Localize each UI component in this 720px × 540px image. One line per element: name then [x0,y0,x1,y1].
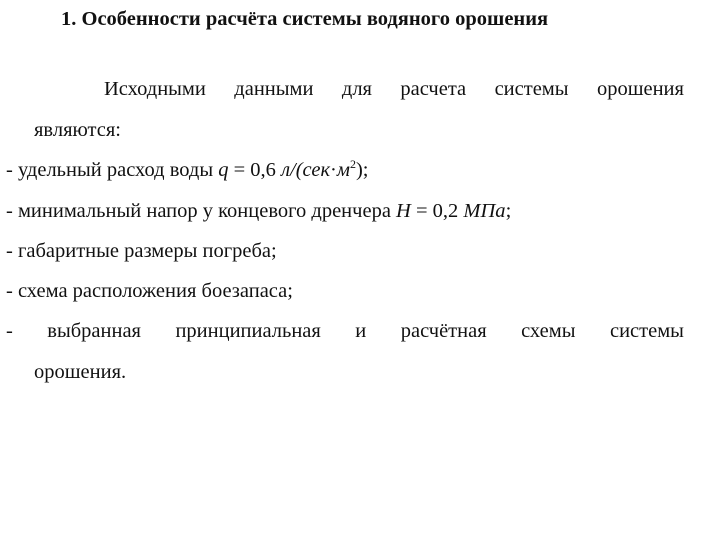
page-title: 1. Особенности расчёта системы водяного орошения [61,8,549,30]
item-text: - удельный расход воды [6,159,219,181]
item-text: = 0,6 [228,159,282,181]
list-item-pressure [6,200,511,223]
intro-word: расчета [400,78,467,100]
item-word: - [6,320,13,342]
list-item-schemes-continuation: орошения. [34,361,127,383]
intro-line-1 [104,78,684,101]
item-word: выбранная [47,320,141,342]
intro-word: Исходными [104,78,206,100]
unit-text: л/(сек [281,159,331,181]
item-word: расчётная [400,320,487,342]
item-text: ; [505,200,512,222]
intro-word: орошения [596,78,684,100]
item-word: схемы [521,320,576,342]
item-word: и [355,320,367,342]
intro-word: для [341,78,372,100]
list-item-schemes [6,320,684,343]
item-word: принципиальная [175,320,321,342]
item-text: - минимальный напор у концевого дренчера [6,200,397,222]
intro-line-2: являются: [34,119,121,141]
symbol-h: H [396,200,411,222]
list-item-cellar: - габаритные размеры погреба; [6,240,277,262]
item-text: ); [355,159,369,181]
unit-dot: · [330,159,337,181]
unit-exponent: 2 [349,157,356,171]
list-item-water-rate [6,159,369,182]
unit-text: м [336,159,350,181]
unit-text: МПа [463,200,506,222]
item-text: = 0,2 [410,200,464,222]
intro-word: данными [234,78,314,100]
item-word: системы [609,320,684,342]
symbol-q: q [218,159,229,181]
intro-word: системы [494,78,569,100]
list-item-ammo: - схема расположения боезапаса; [6,280,293,302]
